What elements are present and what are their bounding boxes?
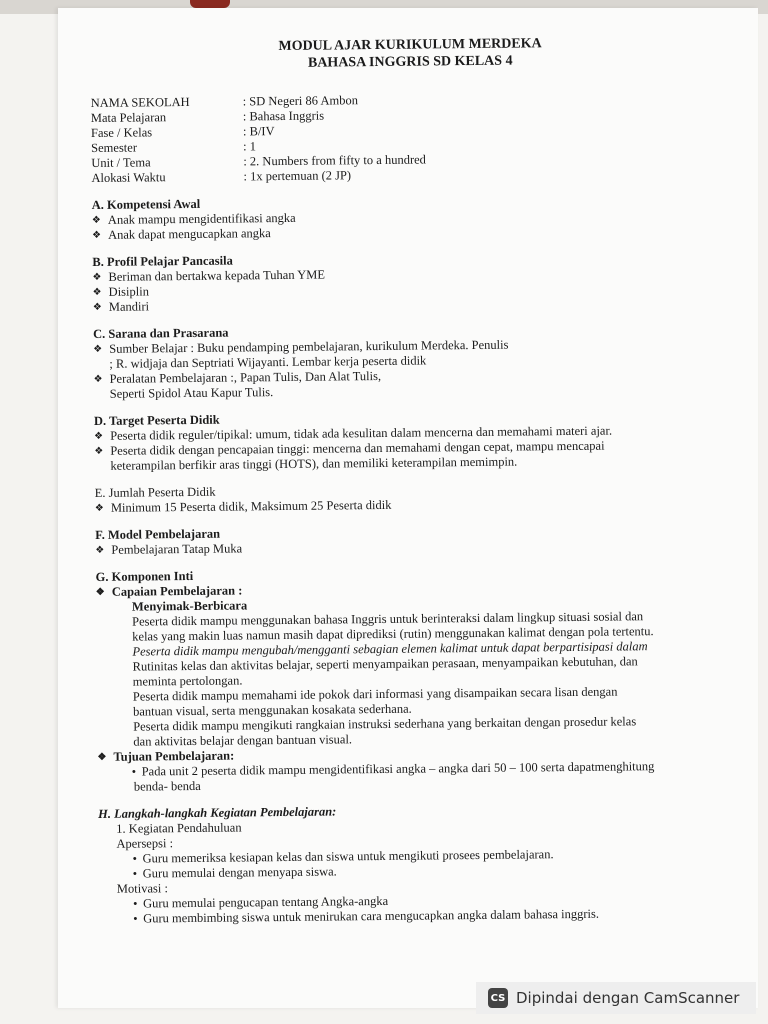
section-d-title: D. Target Peserta Didik	[93, 412, 220, 428]
red-object-edge	[190, 0, 230, 8]
section-c-title: C. Sarana dan Prasarana	[93, 325, 229, 341]
dot-item: • Guru memulai pengucapan tentang Angka-angka	[99, 891, 699, 912]
camscanner-logo-icon: CS	[488, 988, 508, 1008]
capaian-label: ❖ Capaian Pembelajaran :	[96, 579, 696, 600]
paragraph-line: bantuan visual, serta menggunakan kosakata sederhana.	[132, 701, 412, 719]
paragraph-line: Peserta didik mampu menggunakan bahasa Inggris untuk berinteraksi dalam lingkup situasi sosial dan	[132, 609, 644, 629]
bullet-item: ❖ Minimum 15 Peserta didik, Maksimum 25 Peserta didik	[95, 495, 695, 516]
paragraph-line: dan aktivitas belajar dengan bantuan visual.	[133, 732, 353, 749]
continuation-line: benda- benda	[133, 778, 201, 794]
bullet-item: ❖ Beriman dan bertakwa kepada Tuhan YME	[92, 264, 692, 285]
paragraph-line: Peserta didik mampu mengubah/mengganti sebagian elemen kalimat untuk dapat berpartisipasi dalam	[132, 639, 648, 659]
dot-item: • Guru memeriksa kesiapan kelas dan siswa untuk mengikuti prosees pembelajaran.	[99, 846, 699, 867]
bullet-item: ❖ Pembelajaran Tatap Muka	[95, 537, 695, 558]
bullet-item: ❖ Peserta didik dengan pencapaian tinggi: mencerna dan memahami dengan cepat, mampu mencapai	[94, 438, 694, 459]
identity-key: Alokasi Waktu	[91, 170, 166, 185]
section-a-title: A. Kompetensi Awal	[91, 196, 201, 212]
section-a	[92, 192, 692, 243]
continuation-line: ; R. widjaja dan Septriati Wijayanti. Lembar kerja peserta didik	[109, 353, 427, 371]
bullet-item: ❖ Sumber Belajar : Buku pendamping pembelajaran, kurikulum Merdeka. Penulis	[93, 336, 693, 357]
section-b	[92, 249, 693, 315]
section-f-title: F. Model Pembelajaran	[95, 526, 221, 542]
identity-key: Fase / Kelas	[90, 125, 153, 140]
step-heading: 1. Kegiatan Pendahuluan	[116, 820, 242, 836]
section-e	[95, 480, 695, 516]
section-e-title: E. Jumlah Peserta Didik	[94, 484, 216, 500]
identity-key: Mata Pelajaran	[90, 110, 167, 125]
identity-value: : Bahasa Inggris	[242, 108, 325, 124]
identity-value: : SD Negeri 86 Ambon	[242, 93, 358, 109]
identity-value: : 2. Numbers from fifty to a hundred	[243, 152, 426, 169]
continuation-line: Seperti Spidol Atau Kapur Tulis.	[109, 385, 274, 401]
document-body	[90, 34, 699, 939]
paragraph-line: Rutinitas kelas dan aktivitas belajar, seperti menyampaikan perasaan, menyampaikan kebutuhan, dan	[132, 654, 638, 674]
section-h	[98, 801, 699, 927]
tujuan-label: ❖ Tujuan Pembelajaran:	[97, 744, 697, 765]
paragraph-line: kelas yang makin luas namun masih dapat diprediksi (rutin) menggunakan kalimat dengan pola tertentu.	[132, 624, 654, 644]
apersepsi-label: Apersepsi :	[116, 836, 174, 851]
continuation-line: keterampilan berfikir aras tinggi (HOTS), dan memiliki keterampilan memimpin.	[110, 454, 518, 473]
section-h-title: H. Langkah-langkah Kegiatan Pembelajaran:	[98, 804, 337, 821]
section-d	[94, 408, 695, 474]
camscanner-watermark	[476, 982, 756, 1014]
watermark-text: Dipindai dengan CamScanner	[516, 989, 740, 1007]
motivasi-label: Motivasi :	[116, 881, 169, 896]
identity-key: NAMA SEKOLAH	[90, 94, 190, 110]
section-c	[93, 321, 694, 402]
identity-value: : 1x pertemuan (2 JP)	[243, 168, 352, 184]
section-f	[95, 522, 695, 558]
subheading: Menyimak-Berbicara	[131, 598, 248, 614]
bullet-item: ❖ Disiplin	[93, 279, 693, 300]
dot-item: • Guru memulai dengan menyapa siswa.	[99, 861, 699, 882]
paragraph-line: meminta pertolongan.	[132, 673, 243, 689]
paragraph-line: Peserta didik mampu memahami ide pokok dari informasi yang disampaikan secara lisan dengan	[132, 684, 618, 704]
bullet-item: ❖ Anak mampu mengidentifikasi angka	[92, 207, 692, 228]
bullet-item: ❖ Peserta didik reguler/tipikal: umum, tidak ada kesulitan dalam mencerna dan memahami materi ajar.	[94, 423, 694, 444]
identity-value: : 1	[243, 139, 257, 154]
document-title	[130, 34, 690, 74]
section-g	[96, 564, 698, 795]
paragraph-line: Peserta didik mampu mengikuti rangkaian instruksi sederhana yang berkaitan dengan prosedur kelas	[133, 714, 637, 734]
title-line-1: MODUL AJAR KURIKULUM MERDEKA	[278, 36, 542, 55]
identity-key: Unit / Tema	[91, 155, 151, 170]
dot-item: • Pada unit 2 peserta didik mampu mengidentifikasi angka – angka dari 50 – 100 serta dapatmenghitung	[98, 759, 698, 780]
dot-item: • Guru membimbing siswa untuk menirukan cara mengucapkan angka dalam bahasa inggris.	[99, 906, 699, 927]
identity-value: : B/IV	[242, 124, 275, 139]
section-g-title: G. Komponen Inti	[95, 568, 194, 584]
identity-key: Semester	[91, 140, 138, 155]
bullet-item: ❖ Anak dapat mengucapkan angka	[92, 222, 692, 243]
identity-table	[91, 90, 692, 186]
bullet-item: ❖ Peralatan Pembelajaran :, Papan Tulis, Dan Alat Tulis,	[93, 366, 693, 387]
section-b-title: B. Profil Pelajar Pancasila	[92, 253, 233, 269]
title-line-2: BAHASA INGGRIS SD KELAS 4	[307, 53, 513, 71]
bullet-item: ❖ Mandiri	[93, 294, 693, 315]
